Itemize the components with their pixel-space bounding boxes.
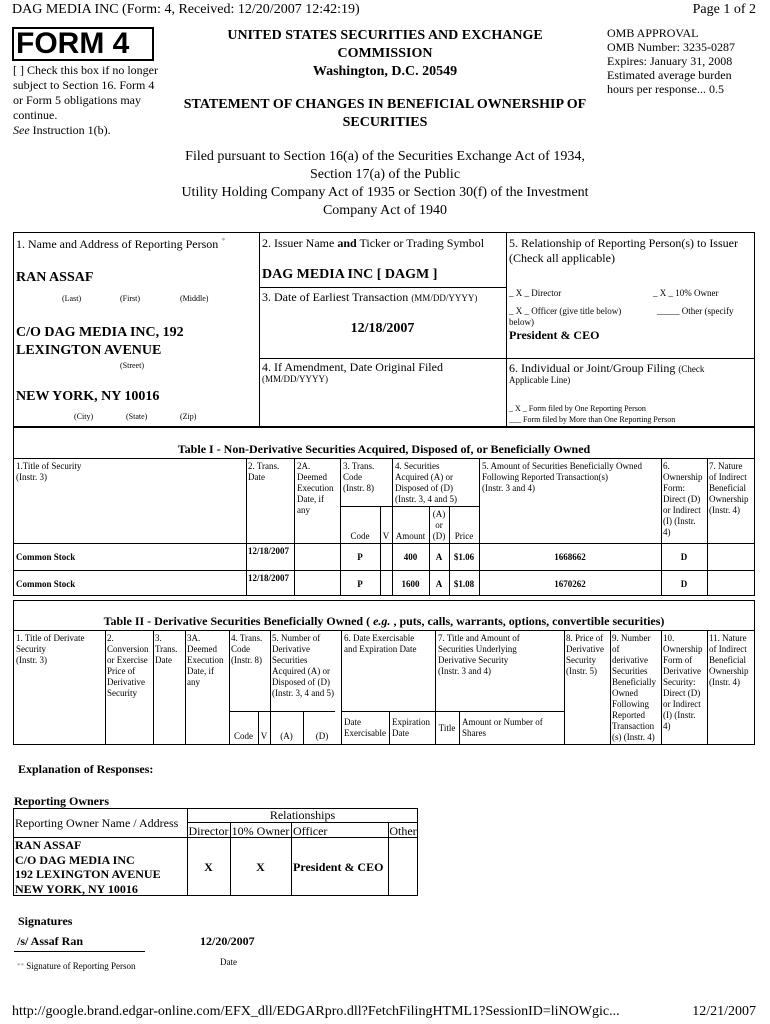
t2-v5 — [270, 630, 271, 745]
omb-line-3: Expires: January 31, 2008 — [607, 54, 733, 68]
t1-r2-security: Common Stock — [16, 579, 76, 589]
box5-title — [509, 236, 754, 266]
t1-col-amount: 5. Amount of Securities Beneficially Owned Following Reported Transaction(s) (Instr. 3 and 4) — [482, 461, 642, 493]
grid-hline-box2 — [259, 287, 506, 288]
box6-check: (Check — [678, 364, 705, 374]
t2-v6b — [389, 711, 390, 745]
table1-hline-head — [13, 543, 755, 544]
t1-col-title: 1.Title of Security (Instr. 3) — [16, 461, 82, 482]
signature-underline — [14, 951, 145, 952]
box1-title — [16, 236, 225, 252]
statement-line-2: SECURITIES — [342, 115, 428, 130]
filed-by-more: ___ Form filed by More than One Reporting Person — [509, 415, 676, 424]
table2-hline-top — [13, 630, 755, 631]
t1-r1-security: Common Stock — [16, 552, 76, 562]
box3-format: (MM/DD/YYYY) — [411, 293, 478, 303]
t1-v3b — [380, 506, 381, 596]
relationships-header: Relationships — [269, 808, 336, 822]
box2-title-a: 2. Issuer Name — [262, 236, 338, 250]
form-label: FORM 4 — [12, 27, 154, 61]
filed-line-3: Utility Holding Company Act of 1935 or Section 30(f) of the Investment — [181, 185, 589, 200]
box6-applicable: Applicable Line) — [509, 375, 571, 385]
t1-sub-aord: (A) or (D) — [432, 509, 446, 541]
t1-r1-price: $1.06 — [453, 552, 475, 562]
filed-line-1: Filed pursuant to Section 16(a) of the Securities Exchange Act of 1934, — [185, 149, 585, 164]
t2-v4 — [229, 630, 230, 745]
t1-col-nature: 7. Nature of Indirect Beneficial Ownership (Instr. 4) — [709, 461, 749, 515]
reporter-street — [16, 324, 184, 360]
t1-v5 — [479, 458, 480, 596]
officer-title: President & CEO — [509, 328, 600, 342]
t2-sub-a: (A) — [280, 731, 293, 741]
box2-title — [262, 236, 484, 251]
t2-col-ownership: 10. Ownership Form of Derivative Security: Direct (D) or Indirect (I) (Instr. 4) — [663, 633, 703, 731]
t1-r1-form: D — [680, 552, 688, 562]
t2-col-title: 1. Title of Derivate Security (Instr. 3) — [16, 633, 85, 665]
signature-date: 12/20/2007 — [200, 934, 255, 948]
t2-col-owned: 9. Number of derivative Securities Beneficially Owned Following Reported Transaction (s) (Instr. 4) — [612, 633, 656, 742]
box1-title-text: 1. Name and Address of Reporting Person — [16, 237, 219, 251]
t1-v1 — [246, 458, 247, 596]
t2-v8 — [564, 630, 565, 745]
table2-title — [13, 614, 755, 629]
other-header: Other — [389, 824, 417, 838]
t2-col-date: 3. Trans. Date — [155, 633, 178, 665]
table1-hline-top — [13, 458, 755, 459]
omb-approval — [607, 26, 767, 96]
reporter-city: NEW YORK, NY 10016 — [16, 389, 160, 404]
statement-title — [160, 96, 610, 132]
t1-r2-price: $1.08 — [453, 579, 475, 589]
label-first: (First) — [120, 294, 140, 303]
filed-by-one: _ X _ Form filed by One Reporting Person — [509, 404, 646, 413]
t1-col-code: 3. Trans. Code (Instr. 8) — [343, 461, 375, 493]
omb-line-5: hours per response... 0.5 — [607, 82, 724, 96]
t2-sub-title: Title — [438, 723, 456, 733]
box2-title-b: Ticker or Trading Symbol — [356, 236, 485, 250]
t1-r1-code: P — [357, 552, 363, 562]
t2-v6 — [341, 630, 342, 745]
t1-r1-ad: A — [435, 552, 443, 562]
t2-sub-code: Code — [234, 731, 253, 741]
t1-sub-amount: Amount — [395, 531, 426, 541]
agency-block — [170, 27, 600, 81]
label-last: (Last) — [62, 294, 82, 303]
t2-title-b: , puts, calls, warrants, options, convertible securities) — [390, 614, 665, 628]
footer-url: http://google.brand.edgar-online.com/EFX_dll/EDGARpro.dll?FetchFilingHTML1?SessionID=liNOWgic... — [12, 1004, 620, 1019]
check-ten-percent: _ X _ 10% Owner — [653, 288, 719, 298]
t2-v3 — [185, 630, 186, 745]
t1-col-deemed: 2A. Deemed Execution Date, if any — [297, 461, 334, 515]
owner-line-4: NEW YORK, NY 10016 — [15, 881, 138, 896]
t1-v7 — [707, 458, 708, 596]
street-line-1: C/O DAG MEDIA INC, 192 — [16, 325, 184, 340]
ow-v3 — [291, 822, 292, 896]
t1-col-securities: 4. Securities Acquired (A) or Disposed of (D) (Instr. 3, 4 and 5) — [395, 461, 457, 504]
signature-value: /s/ Assaf Ran — [17, 934, 84, 948]
t2-col-price: 8. Price of Derivative Security (Instr. 5) — [566, 633, 604, 676]
box5-title-text: 5. Relationship of Reporting Person(s) to Issuer — [509, 236, 738, 250]
t2-sub-v: V — [260, 731, 268, 741]
owner-line-3: 192 LEXINGTON AVENUE — [15, 867, 161, 881]
label-city: (City) — [74, 412, 94, 421]
box2-title-and: and — [337, 236, 357, 250]
t1-sub-price: Price — [454, 531, 474, 541]
table1-title: Table I - Non-Derivative Securities Acquired, Disposed of, or Beneficially Owned — [177, 442, 591, 456]
below-label: below) — [509, 317, 534, 327]
t2-v7b — [459, 711, 460, 745]
t1-v3 — [340, 458, 341, 596]
t1-r2-ad: A — [435, 579, 443, 589]
box3-title-text: 3. Date of Earliest Transaction — [262, 290, 409, 304]
t1-v2 — [294, 458, 295, 596]
box1-star: * — [221, 236, 226, 245]
owner-line-1: RAN ASSAF — [15, 838, 82, 852]
page-header-right: Page 1 of 2 — [692, 2, 756, 17]
t1-sub-v: V — [382, 531, 390, 541]
owner-line-2: C/O DAG MEDIA INC — [15, 852, 135, 867]
t2-v1 — [105, 630, 106, 745]
agency-line-1: UNITED STATES SECURITIES AND EXCHANGE — [227, 28, 543, 43]
box4-title: 4. If Amendment, Date Original Filed — [262, 360, 443, 374]
t1-col-ownership: 6. Ownership Form: Direct (D) or Indirect (I) (Instr. 4) — [663, 461, 703, 537]
table2-hline-sub-b — [341, 711, 564, 712]
t1-r2-owned: 1670262 — [554, 579, 586, 589]
checkbox-notice — [13, 63, 163, 138]
label-street: (Street) — [120, 361, 144, 370]
t2-col-conversion: 2. Conversion or Exercise Price of Derivative Security — [107, 633, 149, 698]
grid-hline-box4 — [259, 358, 755, 359]
filed-pursuant — [150, 148, 620, 220]
table2-hline-sub-a — [229, 711, 335, 712]
t1-r2-date: 12/18/2007 — [248, 573, 290, 583]
label-zip: (Zip) — [180, 412, 197, 421]
t1-v4 — [392, 458, 393, 596]
filed-line-4: Company Act of 1940 — [322, 203, 448, 218]
box3-title — [262, 290, 477, 305]
t2-sub-d: (D) — [315, 731, 329, 741]
reporter-name: RAN ASSAF — [16, 270, 94, 285]
ten-owner-header: 10% Owner — [231, 824, 290, 838]
owner-name-header: Reporting Owner Name / Address — [15, 816, 179, 830]
t1-r1-amount: 400 — [403, 552, 418, 562]
statement-line-1: STATEMENT OF CHANGES IN BENEFICIAL OWNERSHIP OF — [183, 97, 587, 112]
t2-col-code: 4. Trans. Code (Instr. 8) — [231, 633, 263, 665]
box5-subtitle: (Check all applicable) — [509, 251, 615, 265]
officer-header: Officer — [293, 824, 328, 838]
omb-line-4: Estimated average burden — [607, 68, 732, 82]
see-text: See — [13, 123, 30, 137]
signature-label — [17, 961, 136, 972]
t1-r2-code: P — [357, 579, 363, 589]
t2-col-nature: 11. Nature of Indirect Beneficial Ownership (Instr. 4) — [709, 633, 749, 687]
t1-col-date: 2. Trans. Date — [248, 461, 280, 482]
t2-v9 — [610, 630, 611, 745]
filed-line-2: Section 17(a) of the Public — [309, 167, 461, 182]
t2-sub-exercisable: Date Exercisable — [344, 717, 386, 738]
t2-title-a: Table II - Derivative Securities Beneficially Owned ( — [103, 614, 374, 628]
t2-v11 — [707, 630, 708, 745]
label-state: (State) — [126, 412, 148, 421]
t1-r2-amount: 1600 — [401, 579, 420, 589]
t2-v10 — [661, 630, 662, 745]
signature-stars: ** — [17, 962, 24, 970]
t2-v2 — [153, 630, 154, 745]
owner-ten-value: X — [256, 860, 265, 874]
table1-hline-sub — [340, 506, 479, 507]
signature-label-text: Signature of Reporting Person — [26, 961, 136, 971]
footer-date: 12/21/2007 — [692, 1004, 756, 1019]
grid-divider-2 — [506, 232, 507, 427]
owner-officer-value: President & CEO — [293, 860, 384, 874]
omb-line-2: OMB Number: 3235-0287 — [607, 40, 735, 54]
explanation-heading: Explanation of Responses: — [18, 762, 154, 776]
issuer-name: DAG MEDIA INC [ DAGM ] — [262, 267, 438, 282]
instruction-text: Instruction 1(b). — [29, 123, 111, 137]
t1-v6 — [661, 458, 662, 596]
page-header-left: DAG MEDIA INC (Form: 4, Received: 12/20/2007 12:42:19) — [12, 2, 360, 17]
omb-line-1: OMB APPROVAL — [607, 26, 699, 40]
check-officer: _ X _ Officer (give title below) — [509, 306, 622, 316]
check-other: _____ Other (specify — [657, 306, 734, 316]
t2-sub-expiration: Expiration Date — [392, 717, 430, 738]
agency-line-3: Washington, D.C. 20549 — [312, 64, 458, 79]
street-line-2: LEXINGTON AVENUE — [16, 343, 162, 358]
owner-name-address — [15, 838, 161, 896]
check-director: _ X _ Director — [509, 288, 562, 298]
t1-r1-owned: 1668662 — [554, 552, 586, 562]
earliest-transaction-date: 12/18/2007 — [350, 321, 415, 336]
t1-r1-date: 12/18/2007 — [248, 546, 290, 556]
t2-col-deemed: 3A. Deemed Execution Date, if any — [187, 633, 224, 687]
t1-r2-form: D — [680, 579, 688, 589]
t1-sub-code: Code — [350, 531, 370, 541]
reporting-owners-heading: Reporting Owners — [14, 794, 109, 808]
date-label: Date — [220, 957, 237, 967]
checkbox-text: [ ] Check this box if no longer subject to Section 16. Form 4 or Form 5 obligations may continue. — [13, 63, 158, 122]
t2-title-eg: e.g. — [373, 614, 391, 628]
table1-hline-row1 — [13, 570, 755, 571]
t2-col-exercisable: 6. Date Exercisable and Expiration Date — [344, 633, 417, 654]
box6-title — [509, 361, 704, 376]
agency-line-2: COMMISSION — [337, 46, 433, 61]
t2-sub-amount: Amount or Number of Shares — [462, 717, 543, 738]
label-middle: (Middle) — [180, 294, 209, 303]
t2-col-underlying: 7. Title and Amount of Securities Underlying Derivative Security (Instr. 3 and 4) — [438, 633, 520, 676]
box4-format: (MM/DD/YYYY) — [262, 374, 328, 384]
director-header: Director — [188, 824, 229, 838]
t2-col-number: 5. Number of Derivative Securities Acquired (A) or Disposed of (D) (Instr. 3, 4 and 5) — [272, 633, 334, 698]
signatures-heading: Signatures — [18, 914, 73, 928]
box6-title-text: 6. Individual or Joint/Group Filing — [509, 361, 676, 375]
owner-director-value: X — [204, 860, 213, 874]
